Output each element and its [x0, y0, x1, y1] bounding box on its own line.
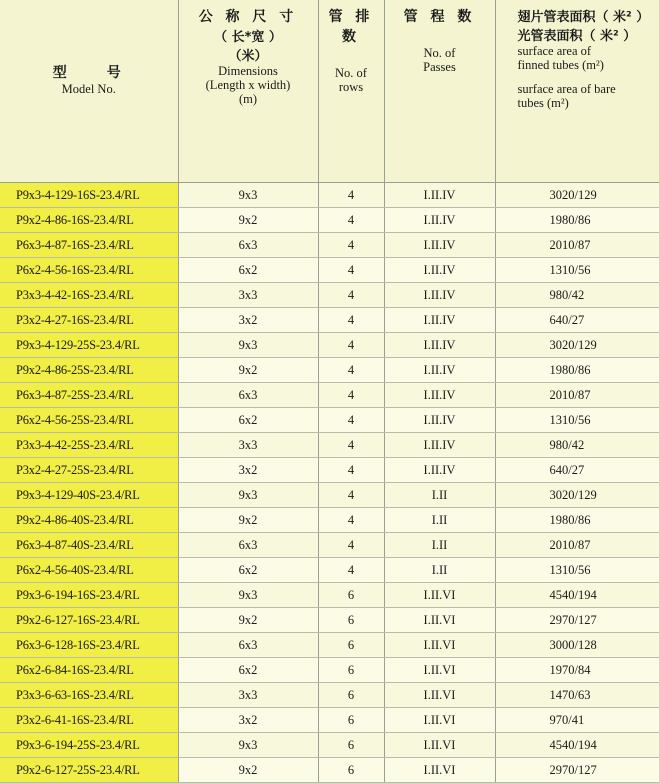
cell-passes: I.II.VI — [384, 658, 495, 683]
cell-passes: I.II.VI — [384, 683, 495, 708]
cell-model: P3x3-4-42-16S-23.4/RL — [0, 283, 178, 308]
header-model — [0, 0, 178, 183]
cell-dimensions: 6x3 — [178, 633, 318, 658]
header-passes-en-2: Passes — [385, 60, 495, 74]
header-passes-zh: 管 程 数 — [385, 6, 495, 26]
cell-surface-area: 3000/128 — [495, 633, 659, 658]
cell-dimensions: 9x2 — [178, 608, 318, 633]
header-model-en: Model No. — [0, 82, 178, 96]
header-rows — [318, 0, 384, 183]
header-rows-en-1: No. of — [319, 66, 384, 80]
table-row — [0, 508, 659, 533]
table-row — [0, 383, 659, 408]
cell-passes: I.II — [384, 558, 495, 583]
table-row — [0, 683, 659, 708]
table-row — [0, 458, 659, 483]
cell-rows: 4 — [318, 258, 384, 283]
cell-dimensions: 3x2 — [178, 308, 318, 333]
cell-surface-area: 2010/87 — [495, 533, 659, 558]
table-row — [0, 533, 659, 558]
cell-rows: 4 — [318, 483, 384, 508]
cell-rows: 6 — [318, 683, 384, 708]
table-row — [0, 558, 659, 583]
cell-model: P9x3-4-129-40S-23.4/RL — [0, 483, 178, 508]
cell-passes: I.II.IV — [384, 183, 495, 208]
table-row — [0, 183, 659, 208]
cell-dimensions: 3x3 — [178, 683, 318, 708]
cell-model: P6x3-4-87-16S-23.4/RL — [0, 233, 178, 258]
cell-passes: I.II.IV — [384, 383, 495, 408]
header-passes — [384, 0, 495, 183]
cell-dimensions: 3x2 — [178, 708, 318, 733]
table-row — [0, 658, 659, 683]
cell-dimensions: 6x3 — [178, 383, 318, 408]
table-row — [0, 758, 659, 783]
cell-model: P6x2-6-84-16S-23.4/RL — [0, 658, 178, 683]
cell-model: P6x3-6-128-16S-23.4/RL — [0, 633, 178, 658]
cell-dimensions: 9x2 — [178, 508, 318, 533]
table-row — [0, 333, 659, 358]
cell-dimensions: 9x3 — [178, 583, 318, 608]
cell-surface-area: 1310/56 — [495, 258, 659, 283]
cell-rows: 4 — [318, 358, 384, 383]
cell-dimensions: 9x3 — [178, 483, 318, 508]
cell-rows: 4 — [318, 183, 384, 208]
cell-surface-area: 4540/194 — [495, 733, 659, 758]
table-row — [0, 208, 659, 233]
cell-model: P9x2-4-86-16S-23.4/RL — [0, 208, 178, 233]
cell-surface-area: 1980/86 — [495, 508, 659, 533]
cell-rows: 4 — [318, 283, 384, 308]
header-area-en-1: surface area of — [518, 44, 659, 58]
header-rows-en-2: rows — [319, 80, 384, 94]
header-area-en-2: finned tubes (m²) — [518, 58, 659, 72]
cell-model: P9x2-4-86-40S-23.4/RL — [0, 508, 178, 533]
cell-surface-area: 1980/86 — [495, 208, 659, 233]
cell-model: P6x2-4-56-40S-23.4/RL — [0, 558, 178, 583]
cell-passes: I.II.IV — [384, 233, 495, 258]
cell-passes: I.II.IV — [384, 308, 495, 333]
cell-model: P9x2-4-86-25S-23.4/RL — [0, 358, 178, 383]
cell-model: P6x3-4-87-40S-23.4/RL — [0, 533, 178, 558]
header-area-zh-2: 光管表面积（ 米² ） — [518, 25, 659, 44]
cell-rows: 4 — [318, 408, 384, 433]
table-row — [0, 408, 659, 433]
table-row — [0, 308, 659, 333]
cell-dimensions: 9x3 — [178, 333, 318, 358]
cell-surface-area: 2010/87 — [495, 383, 659, 408]
cell-model: P9x2-6-127-16S-23.4/RL — [0, 608, 178, 633]
header-dim-zh-3: （米） — [179, 45, 318, 64]
cell-surface-area: 3020/129 — [495, 183, 659, 208]
cell-passes: I.II.VI — [384, 608, 495, 633]
cell-rows: 4 — [318, 433, 384, 458]
cell-dimensions: 6x2 — [178, 658, 318, 683]
cell-dimensions: 6x3 — [178, 233, 318, 258]
table-row — [0, 733, 659, 758]
table-row — [0, 608, 659, 633]
header-rows-zh: 管 排 数 — [319, 6, 384, 46]
cell-dimensions: 9x2 — [178, 208, 318, 233]
cell-passes: I.II.IV — [384, 333, 495, 358]
cell-dimensions: 6x2 — [178, 258, 318, 283]
cell-dimensions: 9x2 — [178, 358, 318, 383]
cell-rows: 4 — [318, 533, 384, 558]
cell-surface-area: 1310/56 — [495, 408, 659, 433]
cell-surface-area: 640/27 — [495, 458, 659, 483]
cell-rows: 4 — [318, 458, 384, 483]
cell-passes: I.II.VI — [384, 633, 495, 658]
table-row — [0, 233, 659, 258]
table-row — [0, 283, 659, 308]
header-dim-en-2: (Length x width) — [179, 78, 318, 92]
header-dim-zh-1: 公 称 尺 寸 — [179, 6, 318, 26]
cell-rows: 4 — [318, 558, 384, 583]
cell-rows: 4 — [318, 208, 384, 233]
cell-model: P3x3-6-63-16S-23.4/RL — [0, 683, 178, 708]
cell-dimensions: 3x3 — [178, 433, 318, 458]
cell-rows: 4 — [318, 383, 384, 408]
cell-surface-area: 980/42 — [495, 283, 659, 308]
cell-passes: I.II.VI — [384, 758, 495, 783]
cell-rows: 6 — [318, 633, 384, 658]
cell-passes: I.II.IV — [384, 283, 495, 308]
cell-dimensions: 6x2 — [178, 408, 318, 433]
cell-model: P9x2-6-127-25S-23.4/RL — [0, 758, 178, 783]
cell-dimensions: 9x2 — [178, 758, 318, 783]
cell-surface-area: 1470/63 — [495, 683, 659, 708]
cell-rows: 6 — [318, 583, 384, 608]
cell-passes: I.II.VI — [384, 733, 495, 758]
cell-surface-area: 2970/127 — [495, 758, 659, 783]
table-body — [0, 183, 659, 783]
cell-surface-area: 1310/56 — [495, 558, 659, 583]
cell-surface-area: 4540/194 — [495, 583, 659, 608]
cell-passes: I.II.IV — [384, 433, 495, 458]
cell-model: P9x3-6-194-16S-23.4/RL — [0, 583, 178, 608]
cell-passes: I.II.VI — [384, 708, 495, 733]
cell-passes: I.II.IV — [384, 358, 495, 383]
cell-rows: 4 — [318, 508, 384, 533]
cell-dimensions: 6x3 — [178, 533, 318, 558]
cell-dimensions: 3x3 — [178, 283, 318, 308]
cell-dimensions: 3x2 — [178, 458, 318, 483]
cell-model: P3x2-4-27-25S-23.4/RL — [0, 458, 178, 483]
cell-rows: 4 — [318, 233, 384, 258]
cell-surface-area: 1970/84 — [495, 658, 659, 683]
cell-surface-area: 1980/86 — [495, 358, 659, 383]
cell-surface-area: 980/42 — [495, 433, 659, 458]
cell-rows: 6 — [318, 608, 384, 633]
table-row — [0, 358, 659, 383]
cell-rows: 4 — [318, 333, 384, 358]
header-surface-area — [495, 0, 659, 183]
table-row — [0, 433, 659, 458]
cell-passes: I.II — [384, 533, 495, 558]
header-dim-zh-2: （ 长*宽 ） — [179, 26, 318, 45]
table-row — [0, 708, 659, 733]
header-area-en-3: surface area of bare — [518, 82, 659, 96]
cell-passes: I.II — [384, 483, 495, 508]
cell-model: P6x3-4-87-25S-23.4/RL — [0, 383, 178, 408]
cell-model: P3x3-4-42-25S-23.4/RL — [0, 433, 178, 458]
table-row — [0, 583, 659, 608]
header-dim-en-1: Dimensions — [179, 64, 318, 78]
cell-model: P9x3-4-129-16S-23.4/RL — [0, 183, 178, 208]
cell-surface-area: 2970/127 — [495, 608, 659, 633]
cell-rows: 6 — [318, 708, 384, 733]
cell-model: P9x3-6-194-25S-23.4/RL — [0, 733, 178, 758]
cell-model: P6x2-4-56-16S-23.4/RL — [0, 258, 178, 283]
cell-rows: 4 — [318, 308, 384, 333]
cell-passes: I.II.IV — [384, 408, 495, 433]
header-model-zh: 型 号 — [0, 62, 178, 82]
cell-passes: I.II.IV — [384, 208, 495, 233]
header-dimensions — [178, 0, 318, 183]
cell-passes: I.II.VI — [384, 583, 495, 608]
header-area-en-4: tubes (m²) — [518, 96, 659, 110]
table-row — [0, 258, 659, 283]
cell-surface-area: 2010/87 — [495, 233, 659, 258]
cell-model: P9x3-4-129-25S-23.4/RL — [0, 333, 178, 358]
header-area-zh-1: 翅片管表面积（ 米² ） — [518, 6, 659, 25]
cell-model: P3x2-6-41-16S-23.4/RL — [0, 708, 178, 733]
cell-surface-area: 970/41 — [495, 708, 659, 733]
cell-model: P6x2-4-56-25S-23.4/RL — [0, 408, 178, 433]
cell-rows: 6 — [318, 758, 384, 783]
cell-rows: 6 — [318, 658, 384, 683]
header-passes-en-1: No. of — [385, 46, 495, 60]
table-header — [0, 0, 659, 183]
cell-rows: 6 — [318, 733, 384, 758]
cell-surface-area: 3020/129 — [495, 483, 659, 508]
cell-passes: I.II — [384, 508, 495, 533]
cell-dimensions: 9x3 — [178, 183, 318, 208]
cell-dimensions: 6x2 — [178, 558, 318, 583]
table-row — [0, 483, 659, 508]
cell-surface-area: 640/27 — [495, 308, 659, 333]
cell-dimensions: 9x3 — [178, 733, 318, 758]
table-row — [0, 633, 659, 658]
header-dim-en-3: (m) — [179, 92, 318, 106]
cell-surface-area: 3020/129 — [495, 333, 659, 358]
cell-passes: I.II.IV — [384, 458, 495, 483]
cell-passes: I.II.IV — [384, 258, 495, 283]
cell-model: P3x2-4-27-16S-23.4/RL — [0, 308, 178, 333]
